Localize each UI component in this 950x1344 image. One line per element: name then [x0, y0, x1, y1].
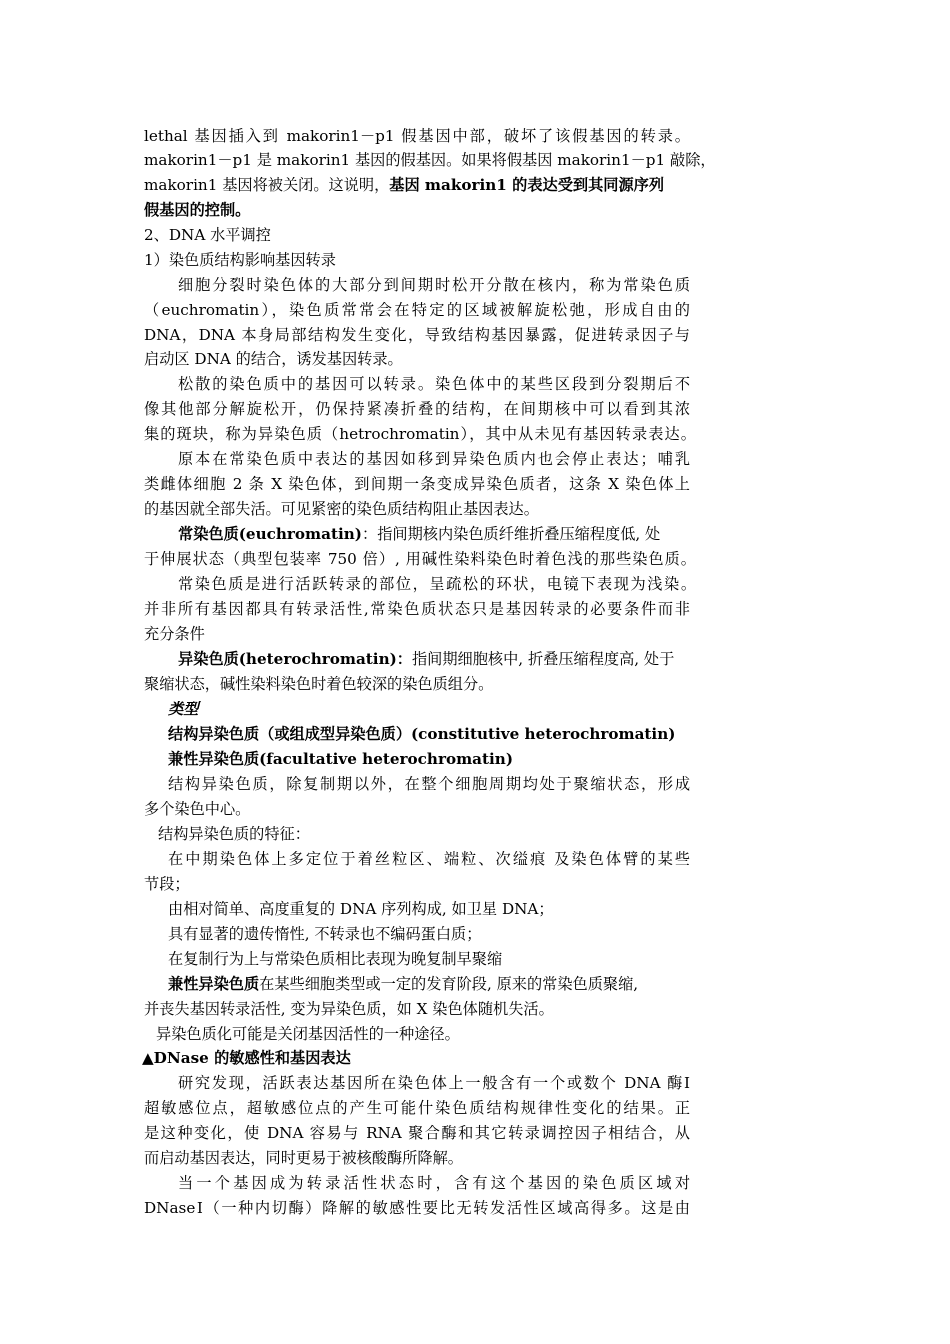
- paragraph-line: 是这种变化，使 DNA 容易与 RNA 聚合酶和其它转录调控因子相结合，从: [144, 1124, 690, 1142]
- paragraph-line: 并丧失基因转录活性, 变为异染色质，如 X 染色体随机失活。: [144, 1000, 554, 1018]
- text-run: makorin1 基因将被关闭。这说明，: [144, 176, 390, 194]
- paragraph-line: DNA，DNA 本身局部结构发生变化，导致结构基因暴露，促进转录因子与: [144, 326, 690, 344]
- type-constitutive: 结构异染色质（或组成型异染色质）(constitutive heterochromatin): [168, 725, 676, 743]
- text-line: [144, 174, 690, 196]
- feature-heading: 结构异染色质的特征：: [158, 825, 310, 843]
- paragraph-line: 启动区 DNA 的结合，诱发基因转录。: [144, 350, 403, 368]
- paragraph-line: 当一个基因成为转录活性状态时，含有这个基因的染色质区域对: [178, 1174, 690, 1192]
- definition-line: [178, 648, 690, 670]
- feature-item: 在复制行为上与常染色质相比表现为晚复制早聚缩: [168, 950, 503, 968]
- bold-conclusion: 假基因的控制。: [144, 201, 251, 219]
- bold-conclusion: 基因 makorin1 的表达受到其同源序列: [389, 176, 665, 194]
- paragraph-line: 于伸展状态（典型包装率 750 倍）, 用碱性染料染色时着色浅的那些染色质。: [144, 550, 696, 568]
- term-facultative: 兼性异染色质: [168, 975, 260, 993]
- types-heading: 类型: [168, 700, 199, 718]
- dnase-heading: ▲DNase 的敏感性和基因表达: [142, 1049, 351, 1067]
- section-heading: 2、DNA 水平调控: [144, 226, 271, 244]
- paragraph-line: 原本在常染色质中表达的基因如移到异染色质内也会停止表达；哺乳: [178, 450, 690, 468]
- term-euchromatin: 常染色质(euchromatin): [178, 525, 362, 543]
- term-heterochromatin: 异染色质(heterochromatin)：: [178, 650, 412, 668]
- paragraph-line: 聚缩状态，碱性染料染色时着色较深的染色质组分。: [144, 675, 494, 693]
- feature-item: 在中期染色体上多定位于着丝粒区、端粒、次缢痕 及染色体臂的某些: [168, 850, 690, 868]
- text-line: lethal 基因插入到 makorin1－p1 假基因中部，破坏了该假基因的转录。: [144, 127, 690, 145]
- paragraph-line: 像其他部分解旋松开，仍保持紧凑折叠的结构，在间期核中可以看到其浓: [144, 400, 690, 418]
- paragraph-line: DNaseⅠ（一种内切酶）降解的敏感性要比无转发活性区域高得多。这是由: [144, 1199, 690, 1217]
- paragraph-line: 细胞分裂时染色体的大部分到间期时松开分散在核内，称为常染色质: [178, 276, 690, 294]
- paragraph-line: 超敏感位点，超敏感位点的产生可能什染色质结构规律性变化的结果。正: [144, 1099, 690, 1117]
- subsection-heading: 1）染色质结构影响基因转录: [144, 251, 336, 269]
- definition-text: ：指间期核内染色质纤维折叠压缩程度低, 处: [362, 525, 661, 543]
- paragraph-line: （euchromatin），染色质常常会在特定的区域被解旋松弛，形成自由的: [144, 301, 690, 319]
- paragraph-line: 并非所有基因都具有转录活性,常染色质状态只是基因转录的必要条件而非: [144, 600, 690, 618]
- paragraph-line: 多个染色中心。: [144, 800, 251, 818]
- paragraph-line: 而启动基因表达，同时更易于被核酸酶所降解。: [144, 1149, 463, 1167]
- feature-item: 具有显著的遗传惰性, 不转录也不编码蛋白质；: [168, 925, 482, 943]
- feature-item: 由相对简单、高度重复的 DNA 序列构成, 如卫星 DNA；: [168, 900, 554, 918]
- text-line: makorin1－p1 是 makorin1 基因的假基因。如果将假基因 makorin1－p1 敲除，: [144, 151, 716, 169]
- paragraph-line: 松散的染色质中的基因可以转录。染色体中的某些区段到分裂期后不: [178, 375, 690, 393]
- definition-text: 在某些细胞类型或一定的发育阶段, 原来的常染色质聚缩,: [259, 975, 639, 993]
- feature-item: 节段；: [144, 875, 190, 893]
- paragraph-line: 结构异染色质，除复制期以外，在整个细胞周期均处于聚缩状态，形成: [168, 775, 690, 793]
- paragraph-line: 的基因就全部失活。可见紧密的染色质结构阻止基因表达。: [144, 500, 539, 518]
- paragraph-line: 常染色质是进行活跃转录的部位，呈疏松的环状，电镜下表现为浅染。: [178, 575, 696, 593]
- paragraph-line: 类雌体细胞 2 条 X 染色体，到间期一条变成异染色质者，这条 X 染色体上: [144, 475, 690, 493]
- definition-text: 指间期细胞核中, 折叠压缩程度高, 处于: [411, 650, 675, 668]
- definition-line: [168, 973, 690, 995]
- paragraph-line: 异染色质化可能是关闭基因活性的一种途径。: [156, 1025, 460, 1043]
- paragraph-line: 充分条件: [144, 625, 205, 643]
- paragraph-line: 集的斑块，称为异染色质（hetrochromatin），其中从未见有基因转录表达。: [144, 425, 696, 443]
- type-facultative: 兼性异染色质(facultative heterochromatin): [168, 750, 514, 768]
- definition-line: [178, 523, 690, 545]
- paragraph-line: 研究发现，活跃表达基因所在染色体上一般含有一个或数个 DNA 酶Ⅰ: [178, 1074, 690, 1092]
